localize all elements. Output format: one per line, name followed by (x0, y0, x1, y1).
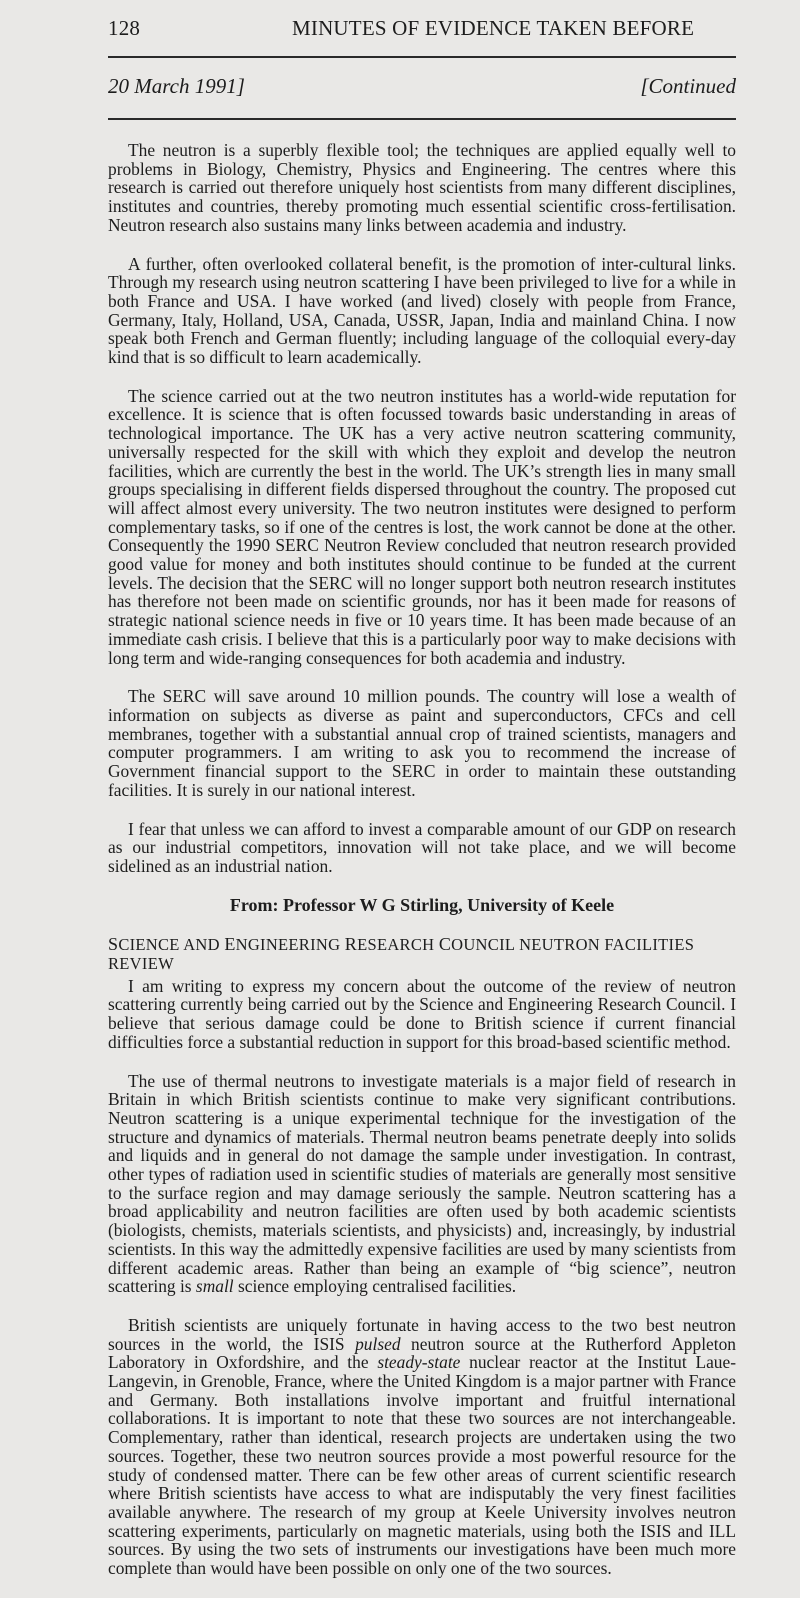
heading-word: OUNCIL (451, 935, 515, 955)
header-rule-bottom (108, 118, 736, 120)
heading-word: AND (183, 935, 220, 955)
emphasis: pulsed (355, 1333, 401, 1354)
paragraph: The SERC will save around 10 million pounds. The country will lose a wealth of information on subjects as diverse as paint and superconductors, CFCs and cell membranes, together with a substantial annual crop of trained scientists, managers and computer programmers. I am writing to ask you to recommend the increase of Government financial support to the SERC in order to maintain these outstanding facilities. It is surely in our national interest. (108, 686, 736, 800)
text-run: The use of thermal neutrons to investigate materials is a major field of research in Britain in which British scientists continue to make very significant contributions. Neutron scattering is a unique experimental technique for the investigation of the structure and dynamics of materials. Thermal neutron beams penetrate deeply into solids and liquids and in general do not damage the sample under investigation. In contrast, other types of radiation used in scientific studies of materials are generally most sensitive to the surface region and may damage seriously the sample. Neutron scattering has a broad applicability and neutron facilities are often used by both academic scientists (biologists, chemists, materials scientists, and physicists) and, increasingly, by industrial scientists. In this way the admittedly expensive facilities are used by many scientists from different academic areas. Rather than being an example of “big science”, neutron scattering is (108, 1070, 736, 1297)
heading-cap: R (344, 934, 358, 955)
heading-word: NGINEERING (235, 935, 341, 955)
running-head (0, 2, 800, 42)
paragraph: The neutron is a superbly flexible tool; the techniques are applied equally well to problems in Biology, Chemistry, Physics and Engineering. The centres where this research is carried out therefore uniquely host scientists from many different disciplines, institutes and countries, thereby promoting much essential scientific cross-fertilisation. Neutron research also sustains many links between academia and industry. (108, 140, 736, 235)
paragraph (108, 1072, 736, 1296)
heading-cap: S (108, 934, 119, 955)
heading-word: NEUTRON FACILITIES REVIEW (108, 935, 695, 974)
text-run: neutron source at the Rutherford Appleton Laboratory in Oxfordshire, and the (108, 1333, 736, 1373)
session-date: 20 March 1991] (108, 74, 245, 98)
paragraph: I am writing to express my concern about the outcome of the review of neutron scattering currently being carried out by the Science and Engineering Research Council. I believe that serious damage could be done to British science if current financial difficulties force a substantial reduction in support for this broad-based scientific method. (108, 975, 736, 1052)
paragraph: A further, often overlooked collateral benefit, is the promotion of inter-cultural links. Through my research using neutron scattering I have been privileged to live for a while in both France and USA. I have worked (and lived) closely with people from France, Germany, Italy, Holland, USA, Canada, USSR, Japan, India and mainland China. I now speak both French and German fluently; including language of the colloquial every-day kind that is so difficult to learn academically. (108, 253, 736, 368)
running-title: MINUTES OF EVIDENCE TAKEN BEFORE (292, 16, 695, 40)
emphasis: small (195, 1276, 234, 1297)
text-run: nuclear reactor at the Institut Laue-Langevin, in Grenoble, France, where the United Kingdom is a major partner with France and Germany. Both installations involve important and fruitful international collaborations. It is important to note that these two sources are not interchangeable. Complementary, rather than identical, research projects are undertaken using the two sources. Together, these two neutron sources provide a most powerful resource for the study of condensed matter. There can be few other areas of current scientific research where British scientists have access to what are indisputably the very finest facilities available anywhere. The research of my group at Keele University involves neutron scattering experiments, particularly on magnetic materials, using both the ISIS and ILL sources. By using the two sets of instruments our investigations have been much more complete than would have been possible on only one of the two sources. (108, 1352, 736, 1579)
emphasis: steady-state (377, 1352, 461, 1373)
paragraph: I fear that unless we can afford to invest a comparable amount of our GDP on research as our industrial competitors, innovation will not take place, and we will become sidelined as an industrial nation. (108, 818, 736, 876)
heading-word: ESEARCH (357, 935, 435, 955)
paragraph (108, 1316, 736, 1578)
header-rule-top (108, 56, 736, 58)
continued-label: [Continued (640, 74, 736, 98)
page-number: 128 (108, 16, 141, 40)
paragraph: The science carried out at the two neutron institutes has a world-wide reputation for excellence. It is science that is often focussed towards basic understanding in areas of technological importance. The UK has a very active neutron scattering community, universally respected for the skill with which they exploit and develop the neutron facilities, which are currently the best in the world. The UK’s strength lies in many small groups specialising in different fields dispersed throughout the country. The proposed cut will affect almost every university. The two neutron institutes were designed to perform complementary tasks, so if one of the centres is lost, the work cannot be done at the other. Consequently the 1990 SERC Neutron Review concluded that neutron research provided good value for money and both institutes should continue to be funded at the current levels. The decision that the SERC will no longer support both neutron research institutes has therefore not been made on scientific grounds, nor has it been made for reasons of strategic national science needs in five or 10 years time. It has been made because of an immediate cash crisis. I believe that this is a particularly poor way to make decisions with long term and wide-ranging consequences for both academia and industry. (108, 385, 736, 668)
dateline (108, 74, 736, 104)
heading-cap: C (438, 934, 452, 955)
text-run: British scientists are uniquely fortunate in having access to the two best neutron sources in the world, the ISIS (108, 1314, 736, 1354)
from-line: From: Professor W G Stirling, University of Keele (229, 894, 615, 915)
section-heading (108, 935, 736, 973)
text-run: science employing centralised facilities. (237, 1276, 517, 1297)
body-text (108, 141, 736, 1598)
heading-word: CIENCE (118, 935, 180, 955)
heading-cap: E (224, 934, 236, 955)
